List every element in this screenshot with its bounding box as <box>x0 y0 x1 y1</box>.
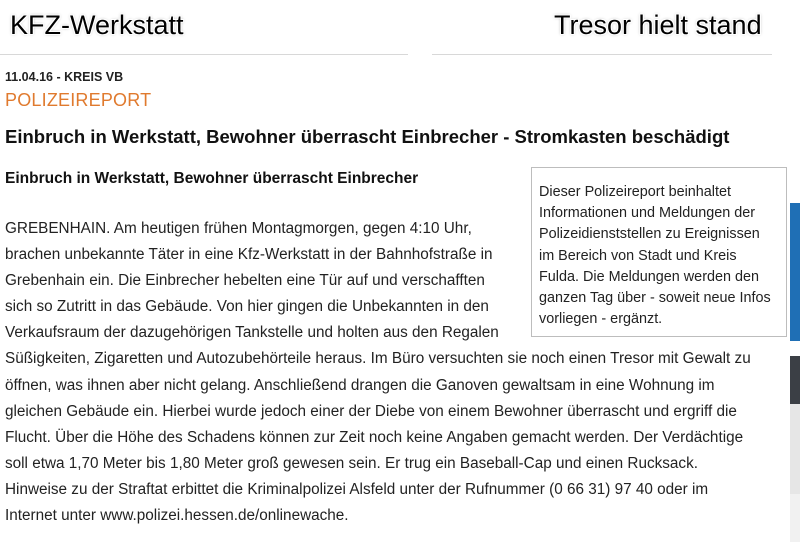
article-body <box>5 216 795 529</box>
body-line: GREBENHAIN. Am heutigen frühen Montagmorgen, gegen 4:10 Uhr, <box>5 220 472 237</box>
side-panel-accent[interactable] <box>790 203 800 341</box>
body-line: Süßigkeiten, Zigaretten und Autozubehörteile heraus. Im Büro versuchten sie noch einen Tresor mit Gewalt zu <box>5 350 751 368</box>
overlay-caption-left: KFZ-Werkstatt <box>10 10 184 40</box>
divider <box>0 54 408 55</box>
article-subheadline: Einbruch in Werkstatt, Bewohner überrascht Einbrecher <box>5 170 419 187</box>
body-line: Flucht. Über die Höhe des Schadens können zur Zeit noch keine Angaben gemacht werden. Der Verdächtige <box>5 428 744 446</box>
side-panel-light <box>790 494 800 542</box>
divider <box>432 54 772 55</box>
overlay-caption-right: Tresor hielt stand <box>554 10 762 40</box>
body-line: gleichen Gebäude ein. Hierbei wurde jedoch einer der Diebe von einem Bewohner überrascht und ergriff die <box>5 402 737 420</box>
body-line: Verkaufsraum der dazugehörigen Tankstelle und holten aus den Regalen <box>5 324 499 342</box>
body-line: sich so Zutritt in das Gebäude. Von hier gingen die Unbekannten in den <box>5 298 489 316</box>
article-headline: Einbruch in Werkstatt, Bewohner überrascht Einbrecher - Stromkasten beschädigt <box>5 126 730 147</box>
info-box-text: Dieser Polizeireport beinhaltet Informationen und Meldungen der Polizeidienststellen zu Ereignissen im Bereich von Stadt und Kreis Fulda. Die Meldungen werden den ganzen Tag über - soweit neue Infos vorliegen - ergänzt. <box>539 184 771 328</box>
top-bar <box>0 0 800 56</box>
body-line: Hinweise zu der Straftat erbittet die Kriminalpolizei Alsfeld unter der Rufnummer (0 66 31) 97 40 oder im <box>5 480 709 498</box>
body-line: öffnen, was ihnen aber nicht gelang. Anschließend drangen die Ganoven gewaltsam in eine Wohnung im <box>5 376 715 394</box>
body-line: Internet unter www.polizei.hessen.de/onlinewache. <box>5 507 349 525</box>
article-meta: 11.04.16 - KREIS VB <box>5 70 124 84</box>
body-line: brachen unbekannte Täter in eine Kfz-Werkstatt in der Bahnhofstraße in <box>5 246 493 264</box>
category-link[interactable]: POLIZEIREPORT <box>5 90 152 110</box>
side-panel-light <box>790 404 800 494</box>
side-panel-dark[interactable] <box>790 356 800 404</box>
body-line: Grebenhain ein. Die Einbrecher hebelten eine Tür auf und verschafften <box>5 272 485 290</box>
body-line: soll etwa 1,70 Meter bis 1,80 Meter groß gewesen sein. Er trug ein Baseball-Cap und einen Rucksack. <box>5 454 698 472</box>
